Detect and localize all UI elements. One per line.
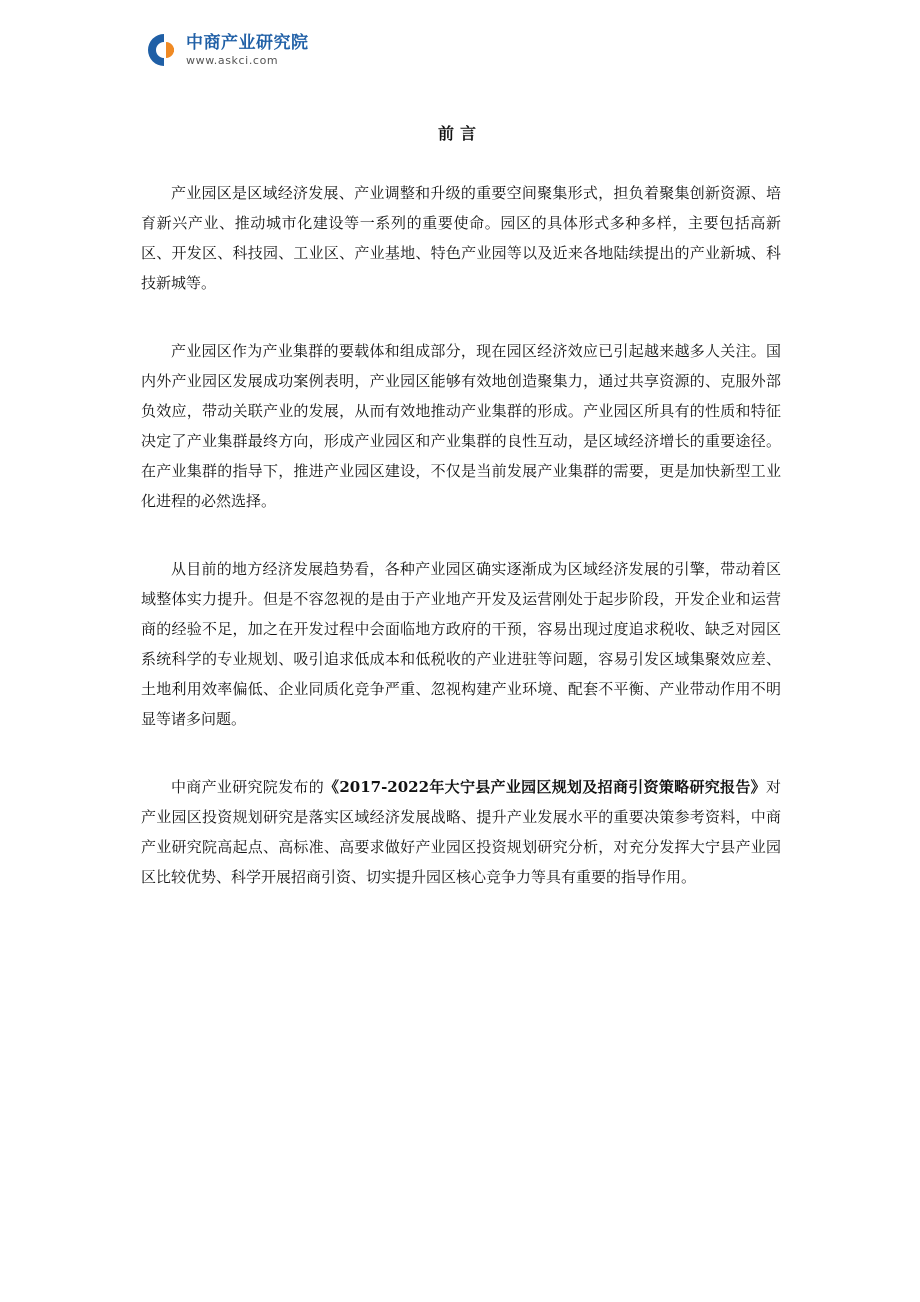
document-title: 前言: [437, 124, 482, 143]
logo-name: 中商产业研究院: [186, 32, 309, 53]
document-body: [141, 178, 781, 930]
paragraph: 产业园区作为产业集群的要载体和组成部分，现在园区经济效应已引起越来越多人关注。国内外产业园区发展成功案例表明，产业园区能够有效地创造聚集力，通过共享资源的、克服外部负效应，带动关联产业的发展，从而有效地推动产业集群的形成。产业园区所具有的性质和特征决定了产业集群最终方向，形成产业园区和产业集群的良性互动，是区域经济增长的重要途径。在产业集群的指导下，推进产业园区建设，不仅是当前发展产业集群的需要，更是加快新型工业化进程的必然选择。: [141, 342, 781, 510]
paragraph: 从目前的地方经济发展趋势看，各种产业园区确实逐渐成为区域经济发展的引擎，带动着区域整体实力提升。但是不容忽视的是由于产业地产开发及运营刚处于起步阶段，开发企业和运营商的经验不足，加之在开发过程中会面临地方政府的干预，容易出现过度追求税收、缺乏对园区系统科学的专业规划、吸引追求低成本和低税收的产业进驻等问题，容易引发区域集聚效应差、土地利用效率偏低、企业同质化竞争严重、忽视构建产业环境、配套不平衡、产业带动作用不明显等诸多问题。: [141, 560, 781, 728]
logo-url: www.askci.com: [186, 53, 279, 67]
report-title: 《2017-2022年大宁县产业园区规划及招商引资策略研究报告》: [324, 778, 766, 796]
paragraph-report: [141, 772, 781, 892]
askci-logo-icon: [142, 30, 182, 70]
logo-text: [186, 32, 309, 67]
paragraph: 产业园区是区域经济发展、产业调整和升级的重要空间聚集形式，担负着聚集创新资源、培育新兴产业、推动城市化建设等一系列的重要使命。园区的具体形式多种多样，主要包括高新区、开发区、科技园、工业区、产业基地、特色产业园等以及近来各地陆续提出的产业新城、科技新城等。: [141, 184, 781, 292]
report-intro: 中商产业研究院发布的: [171, 778, 325, 796]
report-description: 对产业园区投资规划研究是落实区域经济发展战略、提升产业发展水平的重要决策参考资料，中商产业研究院高起点、高标准、高要求做好产业园区投资规划研究分析，对充分发挥大宁县产业园区比较优势、科学开展招商引资、切实提升园区核心竞争力等具有重要的指导作用。: [141, 778, 781, 886]
page-header: [142, 30, 309, 70]
